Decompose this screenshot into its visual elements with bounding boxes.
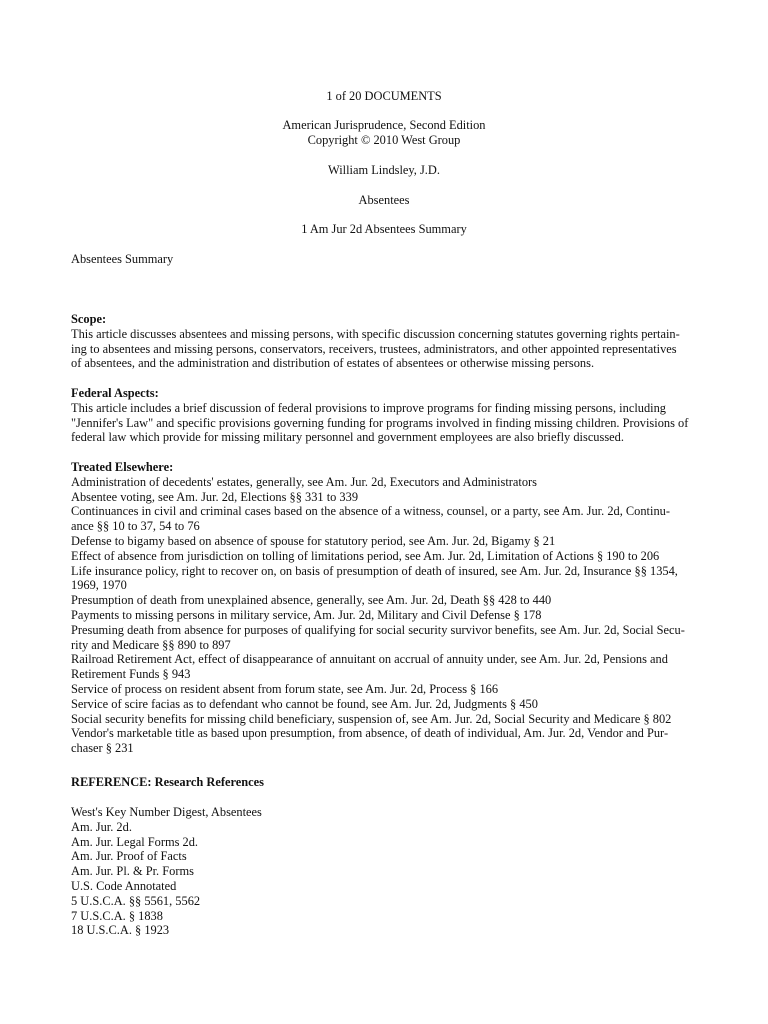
treated-line: ance §§ 10 to 37, 54 to 76 (71, 519, 200, 534)
treated-line: Continuances in civil and criminal cases based on the absence of a witness, counsel, or a party, see Am. Jur. 2d, Continu- (71, 504, 670, 519)
treated-line: Defense to bigamy based on absence of spouse for statutory period, see Am. Jur. 2d, Bigamy § 21 (71, 533, 556, 548)
references-heading-block (71, 775, 699, 790)
treated-line: Effect of absence from jurisdiction on tolling of limitations period, see Am. Jur. 2d, Limitation of Actions § 190 to 206 (71, 548, 660, 563)
author-block (0, 163, 768, 178)
treated-line: Payments to missing persons in military service, Am. Jur. 2d, Military and Civil Defense § 178 (71, 607, 542, 622)
reference-item: 7 U.S.C.A. § 1838 (71, 908, 163, 923)
treated-line: Administration of decedents' estates, generally, see Am. Jur. 2d, Executors and Administrators (71, 474, 537, 489)
scope-line: ing to absentees and missing persons, conservators, receivers, trustees, administrators, and other appointed representatives (71, 341, 677, 356)
treated-line: rity and Medicare §§ 890 to 897 (71, 637, 231, 652)
reference-item: Am. Jur. Proof of Facts (71, 849, 187, 864)
reference-item: U.S. Code Annotated (71, 878, 177, 893)
treated-line: Railroad Retirement Act, effect of disappearance of annuitant on accrual of annuity under, see Am. Jur. 2d, Pensions and (71, 652, 668, 667)
citation-text: 1 Am Jur 2d Absentees Summary (301, 222, 467, 236)
author-name: William Lindsley, J.D. (328, 163, 440, 177)
scope-line: of absentees, and the administration and distribution of estates of absentees or otherwise missing persons. (71, 356, 595, 371)
treated-line: Vendor's marketable title as based upon presumption, from absence, of death of individual, Am. Jur. 2d, Vendor and Pur- (71, 726, 669, 741)
treated-line: 1969, 1970 (71, 578, 127, 593)
reference-item: West's Key Number Digest, Absentees (71, 805, 262, 819)
reference-item: 5 U.S.C.A. §§ 5561, 5562 (71, 893, 201, 908)
treated-line: Social security benefits for missing child beneficiary, suspension of, see Am. Jur. 2d, Social Security and Medicare § 802 (71, 711, 672, 726)
treated-line: Presuming death from absence for purposes of qualifying for social security survivor benefits, see Am. Jur. 2d, Social Secu- (71, 622, 685, 637)
treated-line: chaser § 231 (71, 741, 134, 756)
reference-item: Am. Jur. Legal Forms 2d. (71, 834, 198, 849)
reference-item: Am. Jur. 2d. (71, 819, 132, 834)
references-list (71, 805, 699, 938)
treated-heading: Treated Elsewhere: (71, 460, 174, 474)
treated-line: Service of scire facias as to defendant who cannot be found, see Am. Jur. 2d, Judgments § 450 (71, 696, 538, 711)
summary-title-block (71, 252, 699, 267)
reference-item: 18 U.S.C.A. § 1923 (71, 923, 170, 938)
summary-title: Absentees Summary (71, 252, 174, 266)
federal-heading: Federal Aspects: (71, 386, 159, 400)
publication-title: American Jurisprudence, Second Edition (282, 118, 486, 132)
federal-line: "Jennifer's Law" and specific provisions governing funding for programs involved in finding missing children. Provisions of (71, 415, 689, 430)
federal-line: This article includes a brief discussion of federal provisions to improve programs for finding missing persons, including (71, 400, 666, 415)
references-heading: REFERENCE: Research References (71, 775, 264, 789)
federal-line: federal law which provide for missing military personnel and government employees are also briefly discussed. (71, 430, 624, 445)
reference-item: Am. Jur. Pl. & Pr. Forms (71, 864, 194, 879)
topic-block (0, 193, 768, 208)
doc-count (0, 89, 768, 104)
scope-line: This article discusses absentees and missing persons, with specific discussion concerning statutes governing rights pertain- (71, 326, 680, 341)
copyright-line: Copyright © 2010 West Group (307, 132, 461, 147)
doc-count-text: 1 of 20 DOCUMENTS (326, 89, 442, 103)
topic-title: Absentees (358, 193, 410, 207)
federal-section (71, 386, 699, 445)
treated-line: Absentee voting, see Am. Jur. 2d, Elections §§ 331 to 339 (71, 489, 359, 504)
scope-section (71, 312, 699, 371)
treated-line: Life insurance policy, right to recover on, on basis of presumption of death of insured, see Am. Jur. 2d, Insurance §§ 1354, (71, 563, 678, 578)
treated-line: Service of process on resident absent from forum state, see Am. Jur. 2d, Process § 166 (71, 681, 499, 696)
treated-section (71, 460, 699, 756)
publication-block (0, 118, 768, 148)
citation-block (0, 222, 768, 237)
treated-line: Retirement Funds § 943 (71, 667, 191, 682)
scope-heading: Scope: (71, 312, 107, 326)
treated-line: Presumption of death from unexplained absence, generally, see Am. Jur. 2d, Death §§ 428 to 440 (71, 593, 552, 608)
